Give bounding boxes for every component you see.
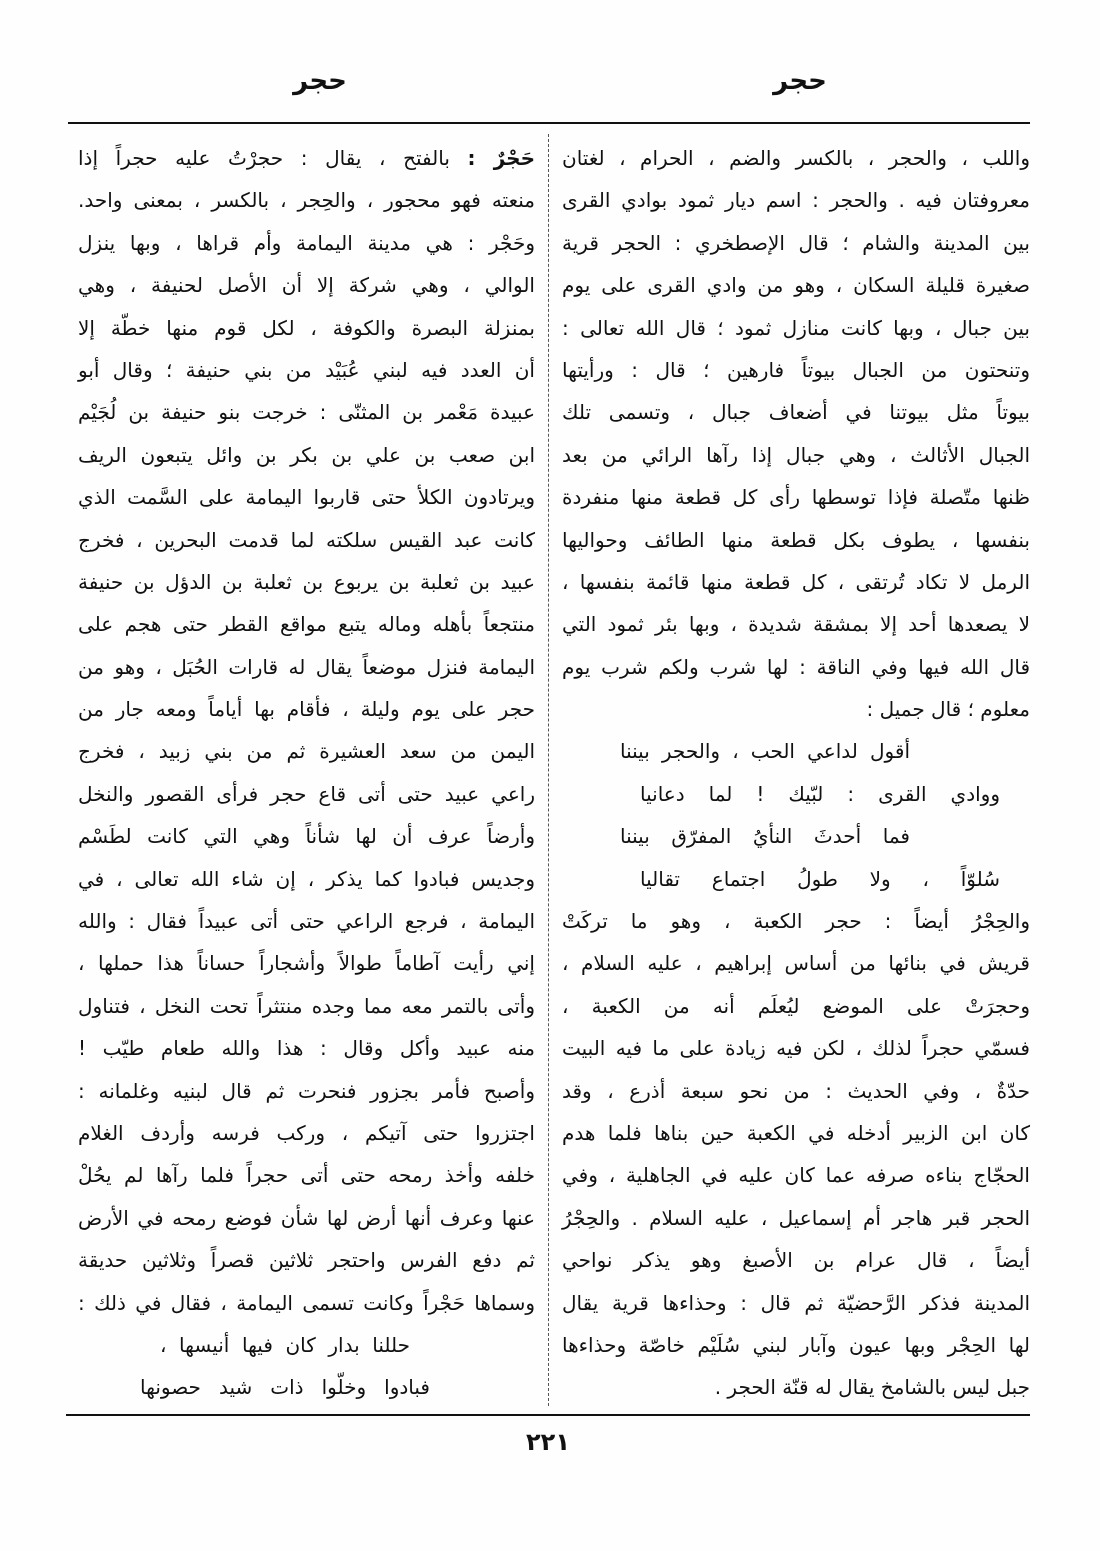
text-line: وأرضاً عرف أن لها شأناً وهي التي كانت لطَسْم — [78, 824, 535, 849]
text-line: ابن صعب بن علي بن بكر بن وائل يتبعون الريف — [78, 442, 535, 467]
text-line: بنفسها ، يطوف بكل قطعة منها الطائف وحواليها — [562, 527, 1030, 552]
text-line: منعته فهو محجور ، والحِجر ، بالكسر ، بمعنى واحد. — [78, 188, 535, 213]
text-line: أن العدد فيه لبني عُبَيْد من بني حنيفة ؛ وقال أبو — [78, 357, 535, 382]
text-line: قريش في بنائها من أساس إبراهيم ، عليه السلام ، — [562, 951, 1030, 976]
text-line: اجتزروا حتى آتيكم ، وركب فرسه وأردف الغلام — [78, 1120, 535, 1145]
text-line: أيضاً ، قال عرام بن الأصبغ وهو يذكر نواحي — [562, 1248, 1030, 1273]
text-line: وأصبح فأمر بجزور فنحرت ثم قال لبنيه وغلمانه : — [78, 1078, 535, 1103]
footer-rule — [66, 1414, 1030, 1416]
entry-first-line — [78, 137, 535, 179]
running-header-left: حجر — [293, 66, 347, 96]
text-line: ويرتادون الكلأ حتى قاربوا اليمامة على السَّمت الذي — [78, 485, 535, 510]
page-number: ٢٢١ — [526, 1428, 570, 1456]
text-line: حدّةٌ ، وفي الحديث : من نحو سبعة أذرع ، وقد — [562, 1078, 1030, 1103]
text-line: ثم دفع الفرس واحتجر ثلاثين قصراً وثلاثين حديقة — [78, 1248, 535, 1273]
text-line: اليمامة فنزل موضعاً يقال له قارات الحُبَل ، وهو من — [78, 654, 535, 679]
header-rule — [68, 122, 1030, 124]
text-line: لا يصعدها أحد إلا بمشقة شديدة ، وبها بئر ثمود التي — [562, 612, 1030, 637]
text-line: حجر على يوم وليلة ، فأقام بها أياماً ومعه جار من — [78, 697, 535, 722]
text-line: واللب ، والحجر ، بالكسر والضم ، الحرام ، لغتان — [562, 146, 1030, 170]
verse-line: حللنا بدار كان فيها أنيسها ، — [160, 1332, 410, 1357]
text-line: معروفتان فيه . والحجر : اسم ديار ثمود بوادي القرى — [562, 188, 1030, 213]
text-line: منتجعاً بأهله وماله يتبع مواقع القطر حتى هجم على — [78, 612, 535, 637]
text-line: عبيد بن ثعلبة بن يربوع بن ثعلبة بن الدؤل بن حنيفة — [78, 569, 535, 594]
verse-line: فما أحدثَ النأيُ المفرّق بيننا — [620, 824, 910, 849]
text-line: وأتى بالتمر معه مما وجده منتثراً تحت النخل ، فتناول — [78, 993, 535, 1018]
text-line: والحِجْرُ أيضاً : حجر الكعبة ، وهو ما تركَتْ — [562, 909, 1030, 934]
text-line: وحَجْر : هي مدينة اليمامة وأم قراها ، وبها ينزل — [78, 230, 535, 255]
text-line: صغيرة قليلة السكان ، وهو من وادي القرى على يوم — [562, 273, 1030, 298]
text-line: اليمامة ، فرجع الراعي حتى أتى عبيداً فقال : والله — [78, 909, 535, 934]
text-line: بين المدينة والشام ؛ قال الإصطخري : الحجر قرية — [562, 230, 1030, 255]
verse-line: أقول لداعي الحب ، والحجر بيننا — [620, 739, 910, 764]
running-header-right: حجر — [773, 66, 827, 96]
text-line: عنها وعرف أنها أرض لها شأن فوضع رمحه في الأرض — [78, 1205, 535, 1230]
text-line: خلفه وأخذ رمحه حتى أتى حجراً فلما رآها لم يحُلْ — [78, 1163, 535, 1188]
text-line: كانت عبد القيس سلكته لما قدمت البحرين ، فخرج — [78, 527, 535, 552]
text-line: اليمن من سعد العشيرة ثم من بني زبيد ، فخرج — [78, 739, 535, 764]
text-line: عبيدة مَعْمر بن المثنّى : خرجت بنو حنيفة بن لُجَيْم — [78, 400, 535, 425]
text-line: الرمل لا تكاد تُرتقى ، كل قطعة منها قائمة بنفسها ، — [562, 569, 1030, 594]
text-line: منه عبيد وأكل وقال : هذا والله طعام طيّب ! — [78, 1036, 535, 1061]
verse-line: ووادي القرى : لبّيك ! لما دعانيا — [640, 781, 1000, 806]
text-line: وحجرَتْ على الموضع ليُعلَم أنه من الكعبة ، — [562, 993, 1030, 1018]
text-line: راعي عبيد حتى أتى قاع حجر فرأى القصور والنخل — [78, 781, 535, 806]
left-column — [78, 137, 535, 1409]
verse-line: سُلوّاً ، ولا طولُ اجتماع تقاليا — [640, 866, 1000, 891]
entry-first-line-text: بالفتح ، يقال : حجرْتُ عليه حجراً إذا — [78, 146, 450, 170]
right-column — [562, 137, 1030, 1409]
text-line: وسماها حَجْراً وكانت تسمى اليمامة ، فقال في ذلك : — [78, 1290, 535, 1315]
text-line: قال الله فيها وفي الناقة : لها شرب ولكم شرب يوم — [562, 654, 1030, 679]
text-line: وتنحتون من الجبال بيوتاً فارهين ؛ قال : ورأيتها — [562, 357, 1030, 382]
verse-line: فبادوا وخلّوا ذات شيد حصونها — [140, 1375, 430, 1400]
text-line: بمنزلة البصرة والكوفة ، لكل قوم منها خطّة إلا — [78, 315, 535, 340]
text-line: كان ابن الزبير أدخله في الكعبة حين بناها فلما هدم — [562, 1120, 1030, 1145]
entry-headword: حَجْرٌ : — [467, 146, 535, 170]
column-divider — [548, 134, 549, 1406]
text-line: معلوم ؛ قال جميل : — [866, 697, 1030, 722]
text-line: الحجّاج بناءه صرفه عما كان عليه في الجاهلية ، وفي — [562, 1163, 1030, 1188]
text-line: لها الحِجْر وبها عيون وآبار لبني سُلَيْم خاصّة وحذاءها — [562, 1332, 1030, 1357]
text-line: جبل ليس بالشامخ يقال له قنّة الحجر . — [714, 1375, 1030, 1400]
text-line: الوالي ، وهي شركة إلا أن الأصل لحنيفة ، وهي — [78, 273, 535, 298]
text-line: الحجر قبر هاجر أم إسماعيل ، عليه السلام . والحِجْرُ — [562, 1205, 1030, 1230]
text-line: بين جبال ، وبها كانت منازل ثمود ؛ قال الله تعالى : — [562, 315, 1030, 340]
text-line: وجديس فبادوا كما يذكر ، إن شاء الله تعالى ، في — [78, 866, 535, 891]
text-line: ظنها متّصلة فإذا توسطها رأى كل قطعة منها منفردة — [562, 485, 1030, 510]
text-line: بيوتاً مثل بيوتنا في أضعاف جبال ، وتسمى تلك — [562, 400, 1030, 425]
text-line: المدينة فذكر الرَّحضيّة ثم قال : وحذاءها قرية يقال — [562, 1290, 1030, 1315]
text-line: فسمّي حجراً لذلك ، لكن فيه زيادة على ما فيه البيت — [562, 1036, 1030, 1061]
text-line: إني رأيت آطاماً طوالاً وأشجاراً حساناً هذا حملها ، — [78, 951, 535, 976]
text-line: الجبال الأثالث ، وهي جبال إذا رآها الرائي من بعد — [562, 442, 1030, 467]
